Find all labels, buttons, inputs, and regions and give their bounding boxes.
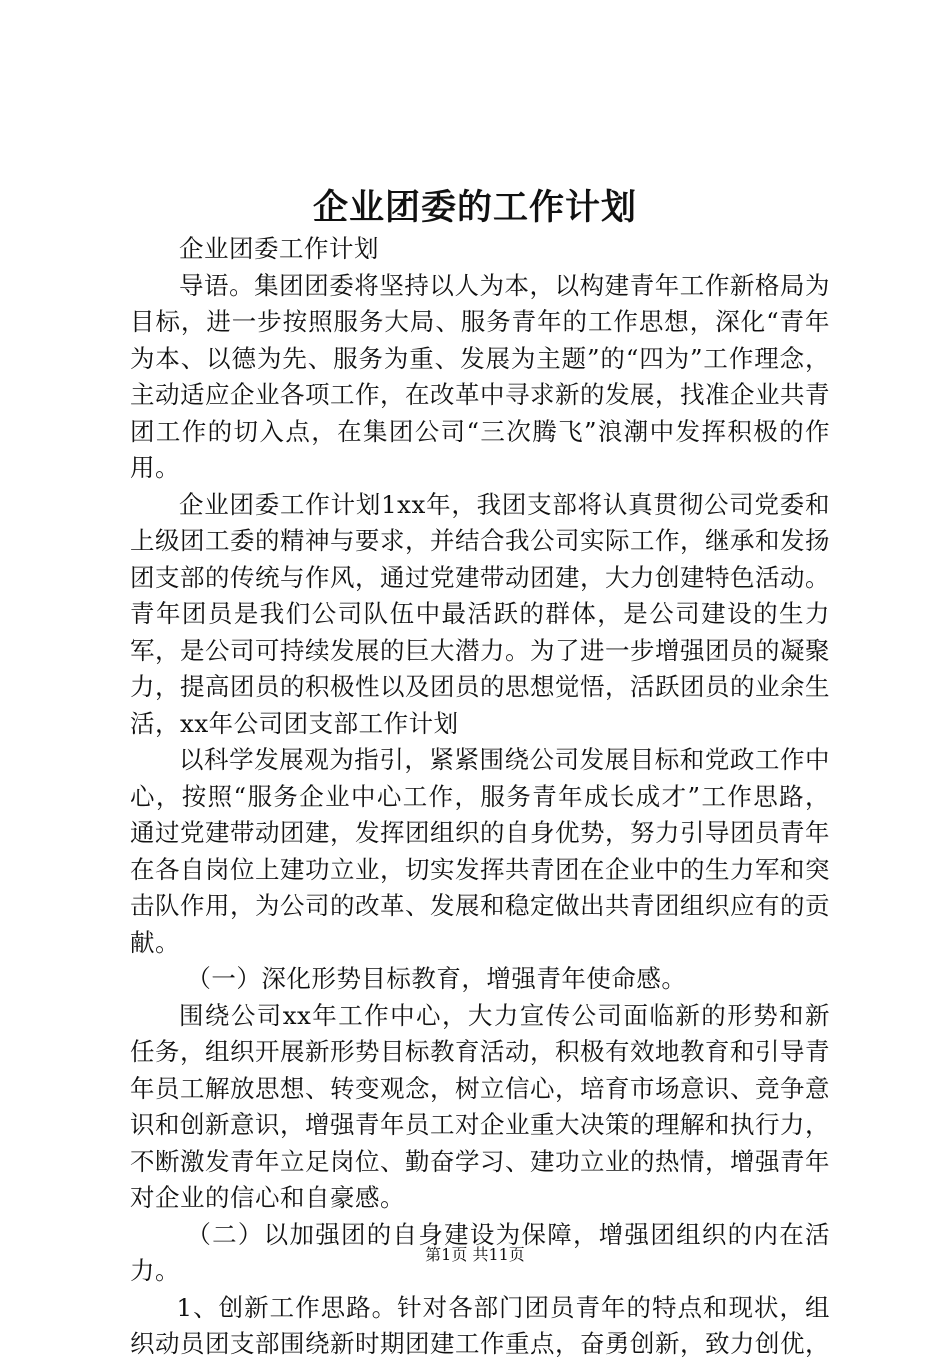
page-number-footer: 第1页 共11页 (425, 1245, 525, 1264)
plan-paragraph: 企业团委工作计划1xx年，我团支部将认真贯彻公司党委和上级团工委的精神与要求，并结合我公司实际工作，继承和发扬团支部的传统与作风，通过党建带动团建，大力创建特色活动。青年团员是我们公司队伍中最活跃的群体，是公司建设的生力军，是公司可持续发展的巨大潜力。为了进一步增强团员的凝聚力，提高团员的积极性以及团员的思想觉悟，活跃团员的业余生活，xx年公司团支部工作计划 (130, 489, 830, 738)
section-heading-2: （二）以加强团的自身建设为保障，增强团组织的内在活力。 (130, 1219, 830, 1285)
document-title: 企业团委的工作计划 (312, 187, 637, 228)
guideline-paragraph: 以科学发展观为指引，紧紧围绕公司发展目标和党政工作中心，按照“服务企业中心工作，服务青年成长成才”工作思路，通过党建带动团建，发挥团组织的自身优势，努力引导团员青年在各自岗位上建功立业，切实发挥共青团在企业中的生力军和突击队作用，为公司的改革、发展和稳定做出共青团组织应有的贡献。 (130, 745, 830, 957)
education-paragraph: 围绕公司xx年工作中心，大力宣传公司面临新的形势和新任务，组织开展新形势目标教育活动，积极有效地教育和引导青年员工解放思想、转变观念，树立信心，培育市场意识、竞争意识和创新意识，增强青年员工对企业重大决策的理解和执行力，不断激发青年立足岗位、勤奋学习、建功立业的热情，增强青年对企业的信心和自豪感。 (130, 1000, 830, 1212)
section-heading-1: （一）深化形势目标教育，增强青年使命感。 (186, 964, 687, 993)
intro-paragraph: 导语。集团团委将坚持以人为本，以构建青年工作新格局为目标，进一步按照服务大局、服务青年的工作思想，深化“青年为本、以德为先、服务为重、发展为主题”的“四为”工作理念，主动适应企业各项工作，在改革中寻求新的发展，找准企业共青团工作的切入点，在集团公司“三次腾飞”浪潮中发挥积极的作用。 (130, 270, 830, 482)
document-body (130, 231, 830, 1363)
subtitle-paragraph: 企业团委工作计划 (179, 234, 379, 263)
innovation-paragraph: 1、创新工作思路。针对各部门团员青年的特点和现状，组织动员团支部围绕新时期团建工作重点，奋勇创新，致力创优， (130, 1292, 830, 1358)
